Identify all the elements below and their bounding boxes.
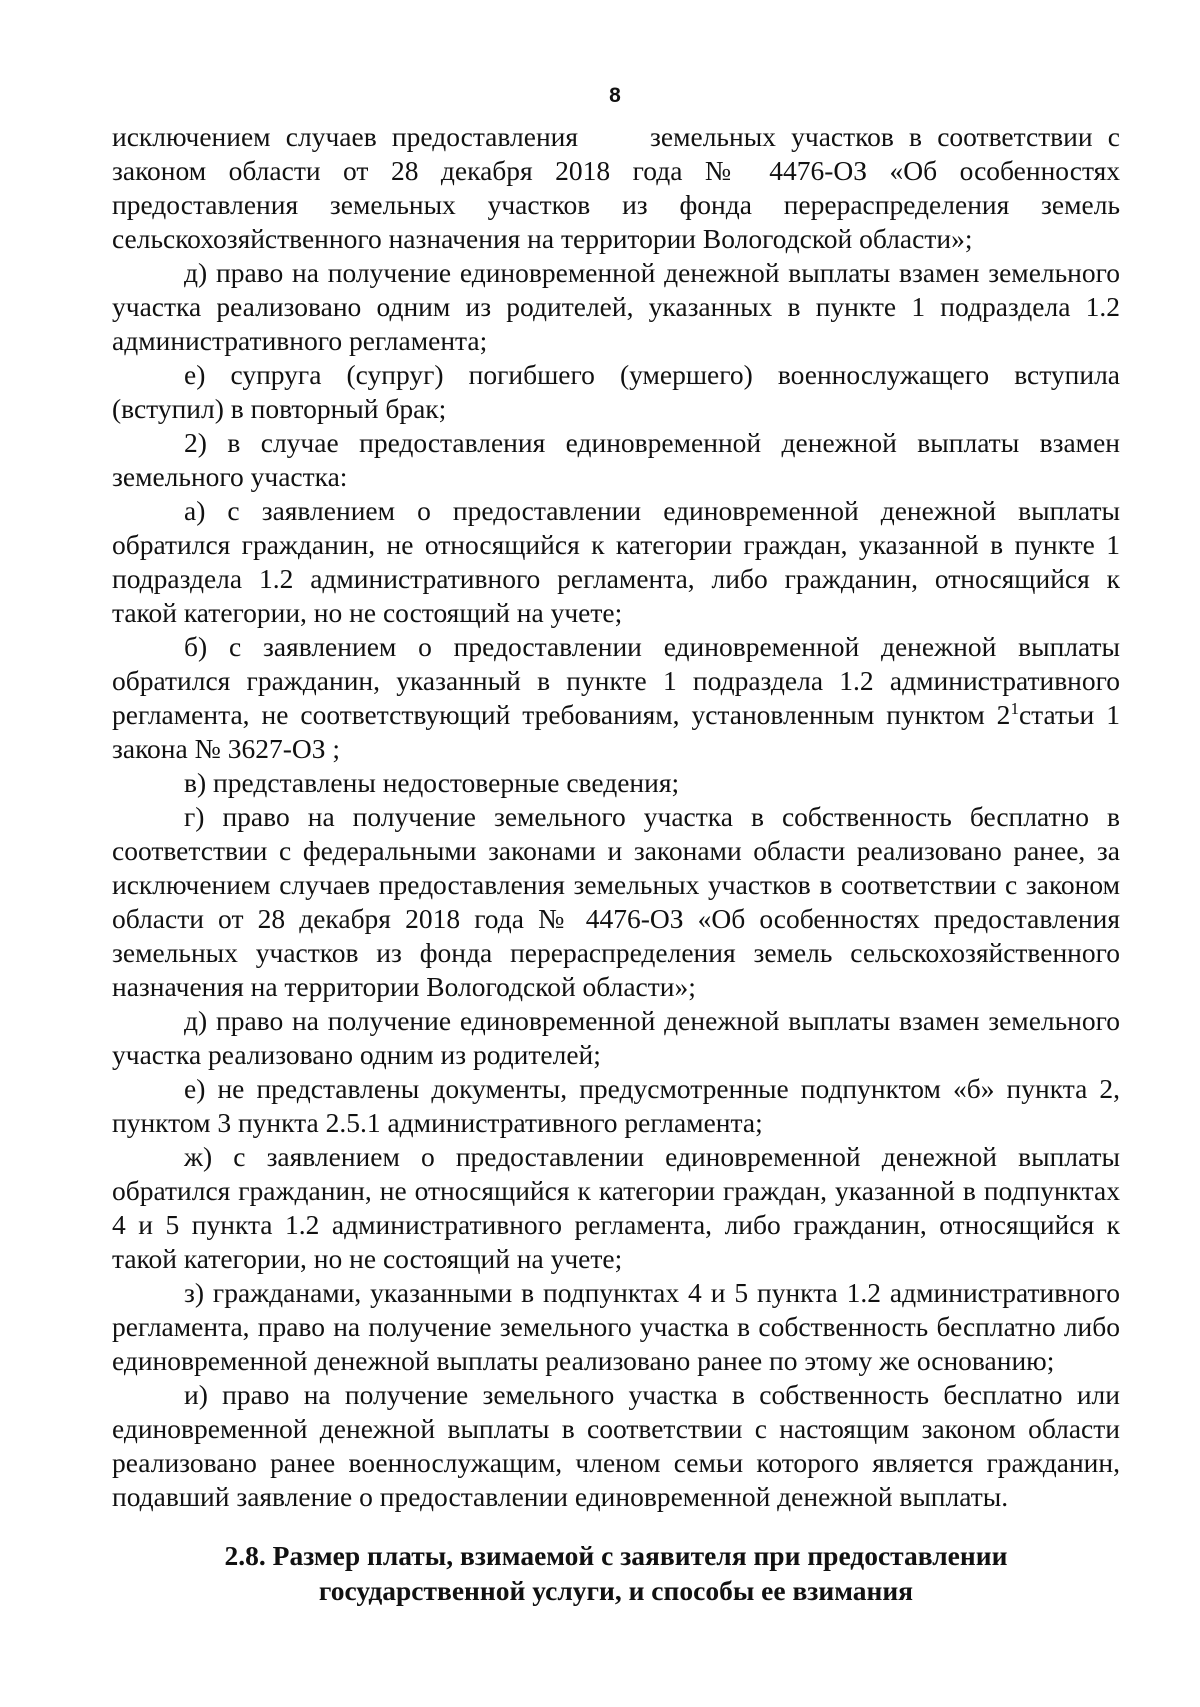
paragraph: г) право на получение земельного участка в собственность бесплатно в соответствии с федеральными законами и законами области реализовано ранее, за исключением случаев предоставления земельных участков в соответствии с законом области от 28 декабря 2018 года № 4476-ОЗ «Об особенностях предоставления земельных участков из фонда перераспределения земель сельскохозяйственного назначения на территории Вологодской области»; bbox=[112, 801, 1120, 1002]
section-heading bbox=[112, 1538, 1120, 1608]
paragraph-text: б) с заявлением о предоставлении единовременной денежной выплаты обратился гражданин, указанный в пункте 1 подраздела 1.2 административного регламента, не соответствующий требованиям, установленным пунктом 2 bbox=[112, 631, 1120, 730]
section-heading-line: государственной услуги, и способы ее взимания bbox=[318, 1575, 914, 1606]
paragraph: з) гражданами, указанными в подпунктах 4 и 5 пункта 1.2 административного регламента, право на получение земельного участка в собственность бесплатно либо единовременной денежной выплаты реализовано ранее по этому же основанию; bbox=[112, 1277, 1120, 1376]
paragraph: 2) в случае предоставления единовременной денежной выплаты взамен земельного участка: bbox=[112, 427, 1120, 492]
superscript-mark: 1 bbox=[1010, 699, 1019, 718]
paragraph: д) право на получение единовременной денежной выплаты взамен земельного участка реализовано одним из родителей, указанных в пункте 1 подраздела 1.2 административного регламента; bbox=[112, 257, 1120, 356]
paragraph bbox=[112, 120, 1120, 256]
paragraph bbox=[112, 630, 1120, 766]
section-heading-line: 2.8. Размер платы, взимаемой с заявителя при предоставлении bbox=[224, 1540, 1008, 1571]
paragraph: д) право на получение единовременной денежной выплаты взамен земельного участка реализовано одним из родителей; bbox=[112, 1005, 1120, 1070]
document-body bbox=[112, 120, 1120, 1514]
paragraph: а) с заявлением о предоставлении единовременной денежной выплаты обратился гражданин, не относящийся к категории граждан, указанной в пункте 1 подраздела 1.2 административного регламента, либо гражданин, относящийся к такой категории, но не состоящий на учете; bbox=[112, 495, 1120, 628]
paragraph-text: статьи 1 закона № 3627-ОЗ ; bbox=[112, 699, 1120, 764]
paragraph-text: исключением случаев предоставления bbox=[112, 121, 579, 152]
paragraph: в) представлены недостоверные сведения; bbox=[184, 767, 680, 798]
paragraph-text: земельных участков в соответствии с законом области от 28 декабря 2018 года № 4476-ОЗ «Об особенностях предоставления земельных участков из фонда перераспределения земель сельскохозяйственного назначения на территории Вологодской области»; bbox=[112, 121, 1121, 254]
page-number: 8 bbox=[609, 84, 621, 107]
paragraph: и) право на получение земельного участка в собственность бесплатно или единовременной денежной выплаты в соответствии с настоящим законом области реализовано ранее военнослужащим, членом семьи которого является гражданин, подавший заявление о предоставлении единовременной денежной выплаты. bbox=[112, 1379, 1120, 1512]
paragraph: ж) с заявлением о предоставлении единовременной денежной выплаты обратился гражданин, не относящийся к категории граждан, указанной в подпунктах 4 и 5 пункта 1.2 административного регламента, либо гражданин, относящийся к такой категории, но не состоящий на учете; bbox=[112, 1141, 1120, 1274]
paragraph: е) не представлены документы, предусмотренные подпунктом «б» пункта 2, пунктом 3 пункта 2.5.1 административного регламента; bbox=[112, 1073, 1120, 1138]
paragraph: е) супруга (супруг) погибшего (умершего) военнослужащего вступила (вступил) в повторный брак; bbox=[112, 359, 1120, 424]
